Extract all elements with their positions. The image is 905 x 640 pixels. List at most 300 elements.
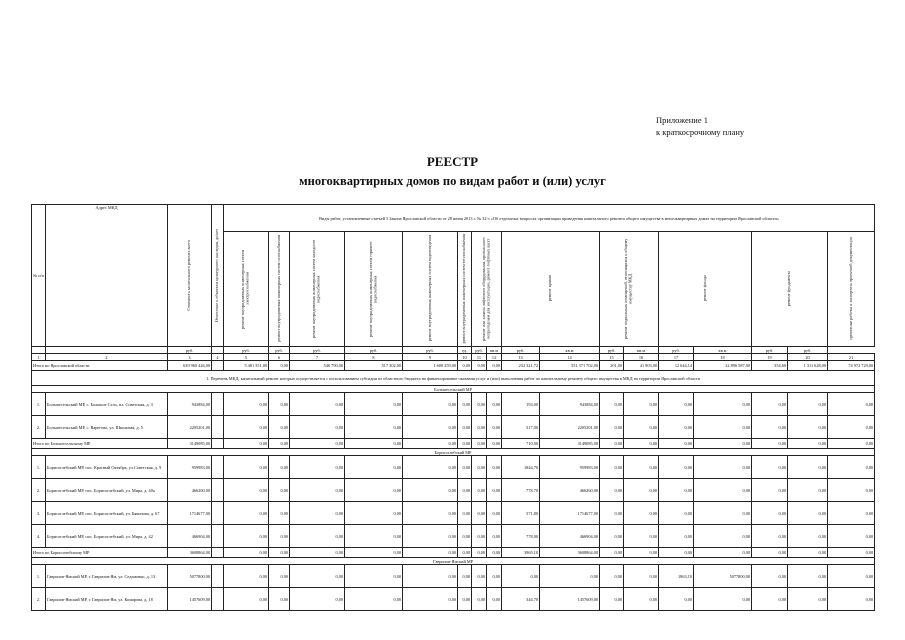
unit-cell: руб. xyxy=(290,347,345,354)
column-number-cell: 13 xyxy=(502,354,540,361)
value-cell: 0,00 xyxy=(752,393,788,416)
value-cell: 0,00 xyxy=(828,525,875,548)
column-number-cell: 20 xyxy=(788,354,828,361)
value-cell: 0,00 xyxy=(828,416,875,439)
value-cell: 0,00 xyxy=(659,439,694,449)
value-cell: 0,00 xyxy=(752,439,788,449)
header-hot-water: ремонт внутридомовых инженерных систем горячего водоснабжения xyxy=(345,232,403,347)
value-cell: 0,00 xyxy=(224,588,269,611)
column-number-cell: 16 xyxy=(624,354,659,361)
value-cell: 0,00 xyxy=(269,548,290,558)
value-cell: 0,00 xyxy=(472,416,487,439)
value-cell: 1457609,00 xyxy=(168,588,212,611)
unit-cell: руб. xyxy=(752,347,788,354)
value-cell: 0,00 xyxy=(403,548,458,558)
value-cell: 0,00 xyxy=(487,439,502,449)
value-cell: 0,00 xyxy=(788,393,828,416)
value-cell: 0,00 xyxy=(345,588,403,611)
value-cell: 0,00 xyxy=(472,565,487,588)
value-cell xyxy=(212,416,224,439)
value-cell: 0,00 xyxy=(600,439,624,449)
value-cell: 0,00 xyxy=(290,439,345,449)
header-design: проектные работы и экспертиза проектной документации xyxy=(828,232,875,347)
registry-table xyxy=(31,204,875,611)
value-cell: 0,00 xyxy=(269,479,290,502)
section-heading: 1. Перечень МКД, капитальный ремонт которых осуществляется с использованием субсидии из областного бюджета на финансирование оказания услуг и (или) выполнения работ по капитальному ремонту общего имущества в МКД на территории Ярославской области xyxy=(32,371,875,386)
value-cell: 0,00 xyxy=(600,416,624,439)
address-cell: Гаврилов-Ямский МР, г. Гаврилов-Ям, ул. Комарова, д. 18 xyxy=(46,588,168,611)
row-number: 1. xyxy=(32,565,46,588)
value-cell: 0,00 xyxy=(694,548,752,558)
value-cell: 0,00 xyxy=(224,456,269,479)
column-number-cell: 21 xyxy=(828,354,875,361)
district-total-row xyxy=(32,439,875,449)
value-cell: 0,00 xyxy=(290,502,345,525)
address-cell: Большесельский МР, с. Варегово, ул. Школьная, д. 5 xyxy=(46,416,168,439)
column-number-cell: 12 xyxy=(487,354,502,361)
value-cell: 0,00 xyxy=(472,456,487,479)
value-cell: 0,00 xyxy=(600,393,624,416)
value-cell: 0,00 xyxy=(472,548,487,558)
address-cell: Борисоглебский МР, пос. Борисоглебский, ул. Мира, д. 42 xyxy=(46,525,168,548)
column-number-cell: 19 xyxy=(752,354,788,361)
value-cell: 639 960 426,00 xyxy=(168,361,212,371)
unit-cell: руб. xyxy=(788,347,828,354)
value-cell: 0,00 xyxy=(290,588,345,611)
value-cell: 0,00 xyxy=(472,502,487,525)
column-number-cell: 5 xyxy=(224,354,269,361)
column-number-cell: 4 xyxy=(212,354,224,361)
value-cell: 0,00 xyxy=(788,525,828,548)
row-number: 4. xyxy=(32,525,46,548)
value-cell: 0,00 xyxy=(403,525,458,548)
value-cell: 0,00 xyxy=(290,416,345,439)
value-cell: 0,00 xyxy=(269,565,290,588)
value-cell: 0,00 xyxy=(788,416,828,439)
value-cell: 0,00 xyxy=(290,565,345,588)
value-cell: 0,00 xyxy=(828,588,875,611)
value-cell: 0,00 xyxy=(788,588,828,611)
header-total-cost: Стоимость капитального ремонта всего xyxy=(168,205,212,347)
value-cell: 0,00 xyxy=(345,416,403,439)
value-cell: 0,00 xyxy=(403,456,458,479)
unit-cell: руб. xyxy=(269,347,290,354)
value-cell: 3608864,00 xyxy=(540,548,600,558)
value-cell: 943884,00 xyxy=(168,393,212,416)
value-cell: 22 896 587,00 xyxy=(694,361,752,371)
value-cell: 0,00 xyxy=(487,361,502,371)
value-cell: 0,00 xyxy=(487,525,502,548)
value-cell: 0,00 xyxy=(269,588,290,611)
unit-cell: руб. xyxy=(403,347,458,354)
district-heading-row xyxy=(32,558,875,565)
column-number-row xyxy=(32,354,875,361)
value-cell: 710,00 xyxy=(502,439,540,449)
value-cell: 0,00 xyxy=(752,588,788,611)
value-cell: 0,00 xyxy=(828,548,875,558)
value-cell: 2205201,00 xyxy=(168,416,212,439)
value-cell xyxy=(212,393,224,416)
value-cell: 0,00 xyxy=(600,479,624,502)
unit-cell: руб. xyxy=(345,347,403,354)
value-cell: 74 972 729,00 xyxy=(828,361,875,371)
value-cell: 3965,10 xyxy=(502,548,540,558)
column-number-cell: 2 xyxy=(46,354,168,361)
unit-cell xyxy=(32,347,46,354)
unit-cell: руб. xyxy=(224,347,269,354)
header-gas: ремонт внутридомовых инженерных систем газоснабжения xyxy=(269,232,290,347)
value-cell: 0,00 xyxy=(624,548,659,558)
value-cell: 0,00 xyxy=(828,502,875,525)
value-cell: 0,00 xyxy=(290,525,345,548)
value-cell: 1863,10 xyxy=(659,565,694,588)
column-number-cell: 9 xyxy=(403,354,458,361)
appendix-line-2: к краткосрочному плану xyxy=(656,127,745,137)
column-number-cell: 11 xyxy=(472,354,487,361)
value-cell: 0,00 xyxy=(540,565,600,588)
district-total-label: Итого по Большесельскому МР xyxy=(32,439,168,449)
value-cell: 3608864,00 xyxy=(168,548,212,558)
value-cell: 0,00 xyxy=(659,502,694,525)
value-cell: 0,00 xyxy=(472,525,487,548)
value-cell: 0,00 xyxy=(224,393,269,416)
row-number: 1. xyxy=(32,456,46,479)
section-heading-row xyxy=(32,371,875,386)
value-cell: 0,00 xyxy=(659,548,694,558)
value-cell: 466904,00 xyxy=(540,525,600,548)
value-cell: 0,00 xyxy=(224,439,269,449)
value-cell: 3149085,00 xyxy=(540,439,600,449)
district-total-row xyxy=(32,548,875,558)
value-cell: 354,60 xyxy=(752,361,788,371)
address-cell: Борисоглебский МР, пос. Борисоглебский, ул. Бяконова, д. 67 xyxy=(46,502,168,525)
value-cell: 0,00 xyxy=(472,439,487,449)
table-row xyxy=(32,393,875,416)
value-cell: 0,00 xyxy=(600,525,624,548)
value-cell: 0,00 xyxy=(458,548,472,558)
value-cell: 0,00 xyxy=(224,548,269,558)
value-cell: 0,00 xyxy=(752,548,788,558)
address-cell: Борисоглебский МР, пос. Красный Октябрь, ул.Советская, д. 9 xyxy=(46,456,168,479)
value-cell: 0,00 xyxy=(345,393,403,416)
district-name: Большесельский МР xyxy=(32,386,875,393)
value-cell xyxy=(212,502,224,525)
header-address: Адрес МКД xyxy=(46,205,168,347)
district-total-label: Итого по Борисоглебскому МР xyxy=(32,548,168,558)
header-foundation: ремонт фундамента xyxy=(752,232,828,347)
value-cell: 0,00 xyxy=(290,479,345,502)
value-cell: 0,00 xyxy=(828,456,875,479)
value-cell: 0,00 xyxy=(752,502,788,525)
value-cell: 0,00 xyxy=(403,439,458,449)
value-cell: 1844,70 xyxy=(502,456,540,479)
value-cell: 344,70 xyxy=(502,588,540,611)
value-cell: 0,00 xyxy=(458,565,472,588)
value-cell: 0,00 xyxy=(458,588,472,611)
value-cell: 0,00 xyxy=(659,456,694,479)
header-roof: ремонт крыши xyxy=(502,232,600,347)
value-cell: 0,00 xyxy=(600,565,624,588)
table-row xyxy=(32,479,875,502)
value-cell: 0,00 xyxy=(624,439,659,449)
value-cell: 959983,00 xyxy=(540,456,600,479)
row-number: 2. xyxy=(32,479,46,502)
value-cell: 0,00 xyxy=(624,393,659,416)
value-cell: 0,00 xyxy=(694,393,752,416)
value-cell: 517,00 xyxy=(502,416,540,439)
unit-cell: кв.м xyxy=(487,347,502,354)
value-cell: 3149085,00 xyxy=(168,439,212,449)
value-cell: 0,00 xyxy=(694,479,752,502)
value-cell: 0,00 xyxy=(659,416,694,439)
value-cell: 0,00 xyxy=(624,565,659,588)
value-cell: 0,00 xyxy=(458,361,472,371)
value-cell: 0,00 xyxy=(458,479,472,502)
value-cell xyxy=(212,565,224,588)
column-number-cell: 6 xyxy=(269,354,290,361)
document-subtitle: многоквартирных домов по видам работ и (или) услуг xyxy=(299,174,606,188)
district-heading-row xyxy=(32,449,875,456)
header-number: № п/п xyxy=(32,205,46,347)
value-cell: 0,00 xyxy=(828,479,875,502)
unit-cell: кв.м xyxy=(694,347,752,354)
row-number: 1. xyxy=(32,393,46,416)
header-facade: ремонт фасада xyxy=(659,232,752,347)
value-cell xyxy=(212,525,224,548)
value-cell: 1714677,00 xyxy=(540,502,600,525)
value-cell: 0,00 xyxy=(458,525,472,548)
value-cell: 0,00 xyxy=(472,588,487,611)
value-cell: 0,00 xyxy=(624,525,659,548)
value-cell xyxy=(212,479,224,502)
table-row xyxy=(32,456,875,479)
unit-cell: руб. xyxy=(600,347,624,354)
address-cell: Гаврилов-Ямский МР, г. Гаврилов-Ям, ул. Седьмовко, д. 13 xyxy=(46,565,168,588)
value-cell xyxy=(212,456,224,479)
value-cell: 0,00 xyxy=(403,565,458,588)
value-cell: 778,70 xyxy=(502,479,540,502)
value-cell: 0,00 xyxy=(624,416,659,439)
value-cell: 517 302,00 xyxy=(345,361,403,371)
value-cell: 959983,00 xyxy=(168,456,212,479)
header-basement: ремонт подвальных помещений, относящихся к общему имуществу МКД xyxy=(600,232,659,347)
value-cell: 0,00 xyxy=(487,588,502,611)
value-cell: 5077800,00 xyxy=(168,565,212,588)
header-elevator: ремонт или замена лифтового оборудования, признанного непригодным для эксплуатации, ремонт лифтовых шахт xyxy=(472,232,502,347)
row-number: 2. xyxy=(32,588,46,611)
value-cell: 0,00 xyxy=(290,456,345,479)
unit-cell xyxy=(212,347,224,354)
value-cell: 0,00 xyxy=(788,456,828,479)
value-cell: 943884,00 xyxy=(540,393,600,416)
value-cell: 0,00 xyxy=(458,393,472,416)
value-cell: 0,00 xyxy=(694,588,752,611)
value-cell: 1 600 259,00 xyxy=(403,361,458,371)
value-cell: 0,00 xyxy=(487,548,502,558)
header-electric: ремонт внутридомовых инженерных систем электроснабжения xyxy=(224,232,269,347)
value-cell: 0,00 xyxy=(458,439,472,449)
value-cell: 0,00 xyxy=(487,565,502,588)
unit-cell xyxy=(46,347,168,354)
value-cell: 0,00 xyxy=(269,502,290,525)
value-cell: 0,00 xyxy=(345,565,403,588)
value-cell: 0,00 xyxy=(345,525,403,548)
value-cell: 0,00 xyxy=(487,456,502,479)
value-cell: 0,00 xyxy=(472,361,487,371)
value-cell: 0,00 xyxy=(345,456,403,479)
column-number-cell: 1 xyxy=(32,354,46,361)
value-cell: 193,00 xyxy=(502,393,540,416)
value-cell: 0,00 xyxy=(600,548,624,558)
value-cell: 0,00 xyxy=(624,588,659,611)
units-row xyxy=(32,347,875,354)
value-cell: 0,00 xyxy=(224,502,269,525)
value-cell: 0,00 xyxy=(752,479,788,502)
value-cell xyxy=(212,361,224,371)
value-cell: 0,00 xyxy=(487,393,502,416)
value-cell: 5077800,00 xyxy=(694,565,752,588)
value-cell: 0,00 xyxy=(752,456,788,479)
table-row xyxy=(32,588,875,611)
value-cell: 0,00 xyxy=(224,525,269,548)
table-row xyxy=(32,416,875,439)
district-heading-row xyxy=(32,386,875,393)
table-row xyxy=(32,565,875,588)
value-cell: 0,00 xyxy=(403,479,458,502)
value-cell: 0,00 xyxy=(269,525,290,548)
value-cell: 0,00 xyxy=(345,502,403,525)
value-cell: 0,00 xyxy=(487,502,502,525)
value-cell: 0,00 xyxy=(345,479,403,502)
value-cell: 546 790,00 xyxy=(290,361,345,371)
value-cell: 0,00 xyxy=(458,456,472,479)
district-name: Борисоглебский МР xyxy=(32,449,875,456)
column-number-cell: 7 xyxy=(290,354,345,361)
column-number-cell: 14 xyxy=(540,354,600,361)
value-cell: 1714677,00 xyxy=(168,502,212,525)
value-cell: 0,00 xyxy=(403,588,458,611)
appendix-line-1: Приложение 1 xyxy=(656,115,708,125)
value-cell: 0,00 xyxy=(659,588,694,611)
value-cell: 0,00 xyxy=(269,439,290,449)
value-cell: 466904,00 xyxy=(168,525,212,548)
value-cell: 0,00 xyxy=(224,416,269,439)
value-cell: 0,00 xyxy=(345,439,403,449)
appendix-note xyxy=(656,114,744,138)
value-cell: 0,00 xyxy=(752,525,788,548)
value-cell: 0,00 xyxy=(290,548,345,558)
value-cell: 0,00 xyxy=(752,565,788,588)
column-number-cell: 10 xyxy=(458,354,472,361)
value-cell: 0,00 xyxy=(828,439,875,449)
value-cell: 232 321,72 xyxy=(502,361,540,371)
value-cell: 0,00 xyxy=(788,479,828,502)
value-cell: 0,00 xyxy=(345,548,403,558)
unit-cell: кв.м xyxy=(624,347,659,354)
value-cell: 0,00 xyxy=(600,502,624,525)
value-cell: 0,00 xyxy=(487,479,502,502)
value-cell: 0,00 xyxy=(659,393,694,416)
value-cell: 0,00 xyxy=(752,416,788,439)
value-cell: 0,00 xyxy=(487,416,502,439)
value-cell: 0,00 xyxy=(269,361,290,371)
column-number-cell: 8 xyxy=(345,354,403,361)
value-cell: 5 481 351,00 xyxy=(224,361,269,371)
unit-cell: руб. xyxy=(472,347,487,354)
header-heritage: Отнесение к объектам культурного наследия, да/нет xyxy=(212,205,224,347)
unit-cell: руб. xyxy=(168,347,212,354)
value-cell: 0,00 xyxy=(694,502,752,525)
unit-cell: руб. xyxy=(659,347,694,354)
value-cell: 0,00 xyxy=(694,416,752,439)
value-cell xyxy=(212,548,224,558)
column-number-cell: 18 xyxy=(694,354,752,361)
value-cell: 0,00 xyxy=(659,525,694,548)
value-cell: 466260,00 xyxy=(168,479,212,502)
column-number-cell: 3 xyxy=(168,354,212,361)
address-cell: Борисоглебский МР, пос. Борисоглебский, ул. Мира, д. 40а xyxy=(46,479,168,502)
value-cell: 0,00 xyxy=(828,565,875,588)
value-cell: 0,00 xyxy=(694,439,752,449)
value-cell: 12 644,14 xyxy=(659,361,694,371)
value-cell: 201,00 xyxy=(600,361,624,371)
value-cell xyxy=(212,588,224,611)
row-number: 2. xyxy=(32,416,46,439)
region-total-row xyxy=(32,361,875,371)
value-cell: 0,00 xyxy=(403,416,458,439)
table-row xyxy=(32,525,875,548)
value-cell: 0,00 xyxy=(624,456,659,479)
value-cell: 0,00 xyxy=(659,479,694,502)
value-cell: 778,00 xyxy=(502,525,540,548)
unit-cell: кв.м xyxy=(540,347,600,354)
value-cell: 0,00 xyxy=(403,393,458,416)
value-cell: 0,00 xyxy=(472,479,487,502)
header-heating: ремонт внутридомовых инженерных систем теплоснабжения xyxy=(458,232,472,347)
value-cell: 0,00 xyxy=(403,502,458,525)
header-cold-water: ремонт внутридомовых инженерных систем холодного водоснабжения xyxy=(290,232,345,347)
value-cell: 0,00 xyxy=(458,502,472,525)
value-cell: 0,00 xyxy=(788,548,828,558)
value-cell: 0,00 xyxy=(624,502,659,525)
value-cell: 0,00 xyxy=(788,439,828,449)
table-row xyxy=(32,502,875,525)
value-cell: 1 311 628,00 xyxy=(788,361,828,371)
unit-cell: ед. xyxy=(458,347,472,354)
value-cell: 0,00 xyxy=(788,502,828,525)
district-name: Гаврилов-Ямский МР xyxy=(32,558,875,565)
column-number-cell: 15 xyxy=(600,354,624,361)
value-cell: 0,00 xyxy=(458,416,472,439)
value-cell: 0,00 xyxy=(828,393,875,416)
value-cell: 41 903,00 xyxy=(624,361,659,371)
value-cell: 466260,00 xyxy=(540,479,600,502)
value-cell: 0,00 xyxy=(224,479,269,502)
value-cell: 2205201,00 xyxy=(540,416,600,439)
value-cell: 0,00 xyxy=(694,525,752,548)
value-cell: 0,00 xyxy=(788,565,828,588)
column-number-cell: 17 xyxy=(659,354,694,361)
value-cell: 0,00 xyxy=(269,456,290,479)
header-work-types: Виды работ, установленные статьей 5 Закона Ярославской области от 28 июня 2013 г. № 32-з «Об отдельных вопросах организации проведения капитального ремонта общего имущества в многоквартирных домах на территории Ярославской области» xyxy=(224,205,875,232)
value-cell: 0,00 xyxy=(624,479,659,502)
value-cell: 0,00 xyxy=(290,393,345,416)
value-cell: 0,00 xyxy=(269,416,290,439)
value-cell: 0,00 xyxy=(694,456,752,479)
region-total-label: Итого по Ярославской области xyxy=(32,361,168,371)
value-cell: 0,00 xyxy=(600,588,624,611)
value-cell: 1457609,00 xyxy=(540,588,600,611)
